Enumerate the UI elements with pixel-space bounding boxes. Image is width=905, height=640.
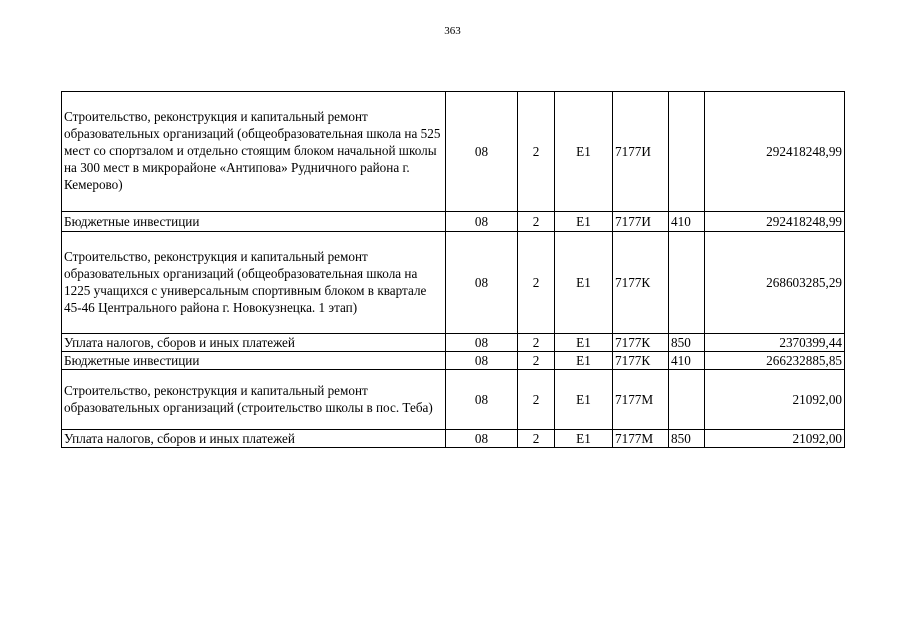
page-number: 363	[444, 25, 461, 37]
expense-type-cell: 410	[669, 212, 705, 232]
program-cell: Е1	[555, 430, 613, 448]
amount-cell: 21092,00	[705, 370, 845, 430]
program-cell: Е1	[555, 370, 613, 430]
program-cell: Е1	[555, 334, 613, 352]
amount-cell: 21092,00	[705, 430, 845, 448]
table-row	[62, 352, 845, 370]
row-name-cell: Строительство, реконструкция и капитальный ремонт образовательных организаций (общеобразовательная школа на 525 мест со спортзалом и отдельно стоящим блоком начальной школы на 300 мест в микрорайоне «Антипова» Рудничного района г. Кемерово)	[62, 92, 446, 212]
section-cell: 08	[446, 430, 518, 448]
article-cell: 7177К	[613, 232, 669, 334]
amount-cell: 292418248,99	[705, 92, 845, 212]
expense-type-cell: 850	[669, 430, 705, 448]
row-name-cell: Строительство, реконструкция и капитальный ремонт образовательных организаций (общеобразовательная школа на 1225 учащихся с универсальным спортивным блоком в квартале 45-46 Центрального района г. Новокузнецка. 1 этап)	[62, 232, 446, 334]
subsection-cell: 2	[518, 232, 555, 334]
section-cell: 08	[446, 92, 518, 212]
section-cell: 08	[446, 370, 518, 430]
article-cell: 7177М	[613, 370, 669, 430]
program-cell: Е1	[555, 352, 613, 370]
table-row	[62, 212, 845, 232]
row-name-cell: Уплата налогов, сборов и иных платежей	[62, 430, 446, 448]
section-cell: 08	[446, 334, 518, 352]
expense-type-cell	[669, 232, 705, 334]
expense-type-cell: 410	[669, 352, 705, 370]
table-row	[62, 334, 845, 352]
section-cell: 08	[446, 232, 518, 334]
article-cell: 7177И	[613, 92, 669, 212]
row-name-cell: Бюджетные инвестиции	[62, 352, 446, 370]
expense-type-cell: 850	[669, 334, 705, 352]
row-name-cell: Бюджетные инвестиции	[62, 212, 446, 232]
subsection-cell: 2	[518, 334, 555, 352]
table-row	[62, 430, 845, 448]
subsection-cell: 2	[518, 92, 555, 212]
row-name-cell: Уплата налогов, сборов и иных платежей	[62, 334, 446, 352]
program-cell: Е1	[555, 212, 613, 232]
amount-cell: 2370399,44	[705, 334, 845, 352]
table-row	[62, 370, 845, 430]
amount-cell: 268603285,29	[705, 232, 845, 334]
subsection-cell: 2	[518, 352, 555, 370]
article-cell: 7177К	[613, 352, 669, 370]
table-row	[62, 232, 845, 334]
budget-table	[61, 91, 845, 448]
program-cell: Е1	[555, 92, 613, 212]
article-cell: 7177К	[613, 334, 669, 352]
article-cell: 7177М	[613, 430, 669, 448]
subsection-cell: 2	[518, 212, 555, 232]
section-cell: 08	[446, 212, 518, 232]
section-cell: 08	[446, 352, 518, 370]
subsection-cell: 2	[518, 430, 555, 448]
table-row	[62, 92, 845, 212]
expense-type-cell	[669, 370, 705, 430]
program-cell: Е1	[555, 232, 613, 334]
expense-type-cell	[669, 92, 705, 212]
amount-cell: 292418248,99	[705, 212, 845, 232]
row-name-cell: Строительство, реконструкция и капитальный ремонт образовательных организаций (строительство школы в пос. Теба)	[62, 370, 446, 430]
amount-cell: 266232885,85	[705, 352, 845, 370]
article-cell: 7177И	[613, 212, 669, 232]
subsection-cell: 2	[518, 370, 555, 430]
